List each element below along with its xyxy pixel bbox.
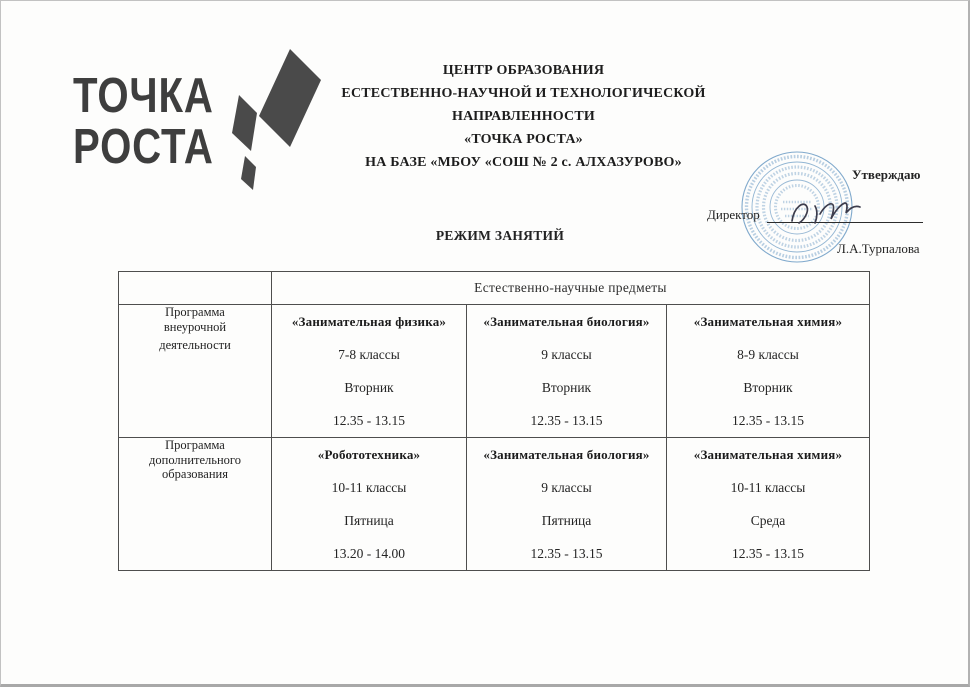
program-cell xyxy=(119,438,272,571)
header-line-5: НА БАЗЕ «МБОУ «СОШ № 2 с. АЛХАЗУРОВО» xyxy=(365,155,682,170)
course-day: Вторник xyxy=(541,380,592,395)
course-time: 12.35 - 13.15 xyxy=(530,546,603,561)
course-classes: 10-11 классы xyxy=(730,480,806,495)
course-time: 12.35 - 13.15 xyxy=(732,413,804,428)
tochka-rosta-logo-text xyxy=(73,71,214,173)
program-line: дополнительного xyxy=(149,452,241,467)
course-title: «Занимательная химия» xyxy=(693,314,843,329)
course-day: Пятница xyxy=(344,513,394,528)
course-day: Вторник xyxy=(743,380,793,395)
logo-text-line1: ТОЧКА xyxy=(73,69,214,123)
table-header-row xyxy=(119,272,870,305)
schedule-cell xyxy=(467,438,667,571)
program-cell xyxy=(119,305,272,438)
course-classes: 9 классы xyxy=(541,480,592,495)
table-row xyxy=(119,438,870,571)
program-line: Программа xyxy=(165,305,225,319)
course-time: 12.35 - 13.15 xyxy=(333,413,405,428)
course-time: 13.20 - 14.00 xyxy=(333,546,405,561)
course-title: «Робототехника» xyxy=(317,447,421,462)
course-title: «Занимательная физика» xyxy=(291,314,447,329)
table-row xyxy=(119,305,870,438)
program-line: Программа xyxy=(165,438,225,452)
director-signature-icon xyxy=(783,194,873,230)
program-line: деятельности xyxy=(159,338,231,352)
course-classes: 7-8 классы xyxy=(338,347,400,362)
table-group-header: Естественно-научные предметы xyxy=(272,272,870,305)
document-header xyxy=(301,59,746,174)
course-day: Вторник xyxy=(344,380,394,395)
page-title: РЕЖИМ ЗАНЯТИЙ xyxy=(435,228,565,243)
course-day: Среда xyxy=(750,513,786,528)
course-day: Пятница xyxy=(541,513,592,528)
schedule-cell xyxy=(467,305,667,438)
header-line-2: ЕСТЕСТВЕННО-НАУЧНОЙ И ТЕХНОЛОГИЧЕСКОЙ xyxy=(341,86,706,101)
approve-label: Утверждаю xyxy=(852,167,921,182)
program-line: образования xyxy=(162,467,228,481)
course-title: «Занимательная биология» xyxy=(483,447,650,462)
schedule-cell xyxy=(667,438,870,571)
course-title: «Занимательная биология» xyxy=(483,314,650,329)
director-label: Директор xyxy=(707,207,760,222)
course-classes: 8-9 классы xyxy=(737,347,799,362)
course-time: 12.35 - 13.15 xyxy=(732,546,804,561)
header-line-1: ЦЕНТР ОБРАЗОВАНИЯ xyxy=(442,63,605,78)
header-line-3: НАПРАВЛЕННОСТИ xyxy=(452,109,595,124)
course-classes: 9 классы xyxy=(541,347,592,362)
corner-empty-cell xyxy=(119,272,272,305)
schedule-cell xyxy=(667,305,870,438)
course-classes: 10-11 классы xyxy=(331,480,407,495)
header-line-4: «ТОЧКА РОСТА» xyxy=(464,132,583,147)
schedule-cell xyxy=(272,438,467,571)
schedule-table xyxy=(118,271,870,571)
logo-text-line2: РОСТА xyxy=(73,120,214,174)
course-time: 12.35 - 13.15 xyxy=(530,413,603,428)
director-name: Л.А.Турпалова xyxy=(837,241,920,256)
schedule-cell xyxy=(272,305,467,438)
program-line: внеурочной xyxy=(163,319,227,334)
course-title: «Занимательная химия» xyxy=(693,447,843,462)
